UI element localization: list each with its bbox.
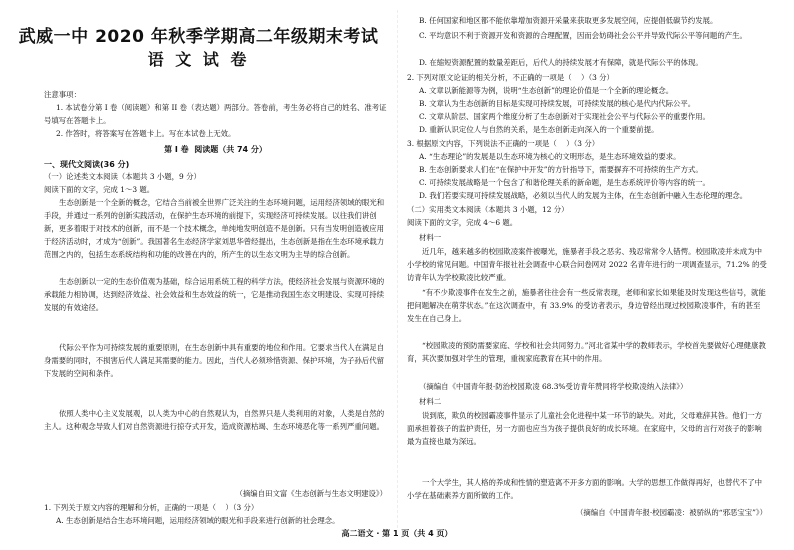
question-2-option-d: D. 重新认识定位人与自然的关系，是生态创新走向深入的一个重要前提。 [419, 125, 659, 134]
right-column [397, 0, 794, 550]
exam-title: 武威一中 2020 年秋季学期高二年级期末考试 [18, 27, 379, 47]
question-3-option-c: C. 可持续发展战略是一个包含了和谐伦理关系的新命题，是生态系统评价等内容的统一。 [419, 178, 710, 187]
passage-para-3: 代际公平作为可持续发展的重要原则，在生态创新中具有重要的地位和作用。它要求当代人在满足自身需要的同时，不损害后代人满足其需要的能力。因此，当代人必须珍惜资源、保护环境，为子孙后代留下发展的空间和条件。 [44, 343, 385, 378]
question-1-option-b: B. 任何国家和地区都不能依靠增加资源开采量来获取更多发展空间，应提倡低碳节约发展。 [419, 16, 718, 25]
section1-heading: 一、现代文阅读(36 分) [44, 160, 130, 169]
notice-item-2: 2. 作答时，将答案写在答题卡上。写在本试卷上无效。 [56, 129, 236, 138]
sub2-heading: （二）实用类文本阅读（本题共 3 小题，12 分） [407, 205, 569, 214]
passage-para-2: 生态创新以一定的生态价值观为基础，综合运用系统工程的科学方法，使经济社会发展与资源环境的承载能力相协调，达到经济效益、社会效益和生态效益的统一，它是推动我国生态文明建设、实现可持续发展的有效途径。 [44, 277, 385, 312]
question-2-option-a: A. 文章以新能源等为例，说明“生态创新”的理论价值是一个全新的理论概念。 [419, 86, 674, 95]
exam-subtitle: 语 文 试 卷 [147, 50, 250, 69]
question-1-option-a: A. 生态创新是结合生态环境问题，运用经济领域的眼光和手段来进行创新的社会理念。 [56, 516, 340, 525]
material-2-label: 材料二 [419, 397, 442, 406]
question-1: 1. 下列关于原文内容的理解和分析，正确的一项是（ ）（3 分） [44, 503, 259, 512]
material-1-label: 材料一 [419, 233, 442, 242]
material-1-source: （摘编自《中国青年报·防治校园欺凌 68.3%受访青年赞同将学校欺凌纳入法律》） [419, 382, 688, 391]
instruction-1: 阅读下面的文字，完成 1～3 题。 [44, 185, 155, 194]
question-3-option-b: B. 生态创新要求人们在“在保护中开发”的方针指导下，需要摒弃不可持续的生产方式。 [419, 165, 703, 174]
page-footer: 高二语文 · 第 1 页（共 4 页） [341, 529, 453, 538]
question-2-option-c: C. 文章从阶层、国家两个维度分析了生态创新对于实现社会公平与代际公平的重要作用。 [419, 112, 710, 121]
question-2: 2. 下列对原文论证的相关分析，不正确的一项是（ ）（3 分） [407, 73, 614, 82]
material-1-para-2: “有不少欺凌事件在发生之前，施暴者往往会有一些反常表现，老师和家长如果能及时发现这些信号，就能把问题解决在萌芽状态。”在这次调查中，有 33.9% 的受访者表示，身边曾经出现过校园欺凌事件，有的甚至发生在自己身上。 [407, 288, 766, 323]
sub1-heading: （一）论述类文本阅读（本题共 3 小题，9 分） [44, 172, 201, 181]
notice-heading: 注意事项： [44, 90, 81, 99]
material-2-source: （摘编自《中国青年报·校园霸凌：被骄纵的“邪恶宝宝”》） [576, 508, 767, 517]
question-3-option-a: A. “生态理论”的发展是以生态环境为核心的文明形态，是生态环境效益的要求。 [419, 152, 681, 161]
question-2-option-b: B. 文章认为生态创新的目标是实现可持续发展，可持续发展的核心是代内代际公平。 [419, 99, 696, 108]
notice-item-1: 1. 本试卷分第 I 卷（阅读题）和第 II 卷（表达题）两部分。答卷前，考生务必将自己的姓名、准考证号填写在答题卡上。 [44, 103, 387, 125]
passage-para-1: 生态创新是一个全新的概念，它结合当前被全世界广泛关注的生态环境问题，运用经济领域的眼光和手段，并通过一系列的创新实践活动，在保护生态环境的前提下，实现经济可持续发展。以往我们讲创新，更多着眼于对技术的创新，而不是一个技术概念，单纯地发明创造不是创新。只有当发明创造被应用于经济活动时，才成为“创新”。我国著名生态经济学家刘思华曾经提出，生态创新是指在生态环境承载力范围之内的，包括生态系统结构和功能的改善在内的，所产生的以生态文明为主导的综合创新。 [44, 198, 385, 259]
question-1-option-d: D. 在缩短资源配置的数量差距后，后代人的持续发展才有保障，就是代际公平的体现。 [419, 58, 703, 67]
material-2-para-1: 说到底，欺负的校园霸凌事件显示了儿童社会化进程中某一环节的缺失。对此，父母难辞其咎。他们一方面承担着孩子的监护责任，另一方面也应当为孩子提供良好的成长环境。在家庭中，父母的言行对孩子的影响最为直接也最为深远。 [407, 411, 762, 446]
material-1-para-3: “校园欺凌的预防需要家庭、学校和社会共同努力。”河北省某中学的教师表示，学校首先要做好心理健康教育，其次要加强对学生的管理，重视家庭教育在其中的作用。 [407, 341, 766, 363]
question-3-option-d: D. 我们若要实现可持续发展战略，必须以当代人的发展为主体，在生态创新中融入生态伦理的理念。 [419, 191, 748, 200]
material-2-para-2: 一个大学生，其人格的养成和性情的塑造离不开多方面的影响。大学的思想工作做得再好，也替代不了中小学在基础素养方面所做的工作。 [407, 478, 762, 500]
part1-heading: 第 I 卷 阅读题（共 74 分） [164, 145, 267, 154]
passage-source: （摘编自田文富《生态创新与生态文明建设》） [235, 489, 387, 498]
question-1-option-c: C. 平均意识不利于资源开发和资源的合理配置，因而会妨碍社会公平并导致代际公平等问题的产生。 [419, 31, 747, 40]
question-3: 3. 根据原文内容，下列说法不正确的一项是（ ）（3 分） [407, 139, 600, 148]
passage-para-4: 依照人类中心主义发展观，以人类为中心的自然观认为，自然界只是人类利用的对象，人类是自然的主人。这种观念导致人们对自然资源进行掠夺式开发，造成资源枯竭、生态环境恶化等一系列严重问题。 [44, 409, 385, 431]
instruction-2: 阅读下面的文字，完成 4～6 题。 [407, 218, 518, 227]
material-1-para-1: 近几年，越来越多的校园欺凌案件被曝光，施暴者手段之恶劣、残忍常常令人错愕。校园欺凌并未成为中小学校的常见问题。中国青年报社社会调查中心联合问卷网对 2022 名青年进行的一项调查显示，71.2% 的受访青年认为学校欺凌比较严重。 [407, 247, 767, 282]
